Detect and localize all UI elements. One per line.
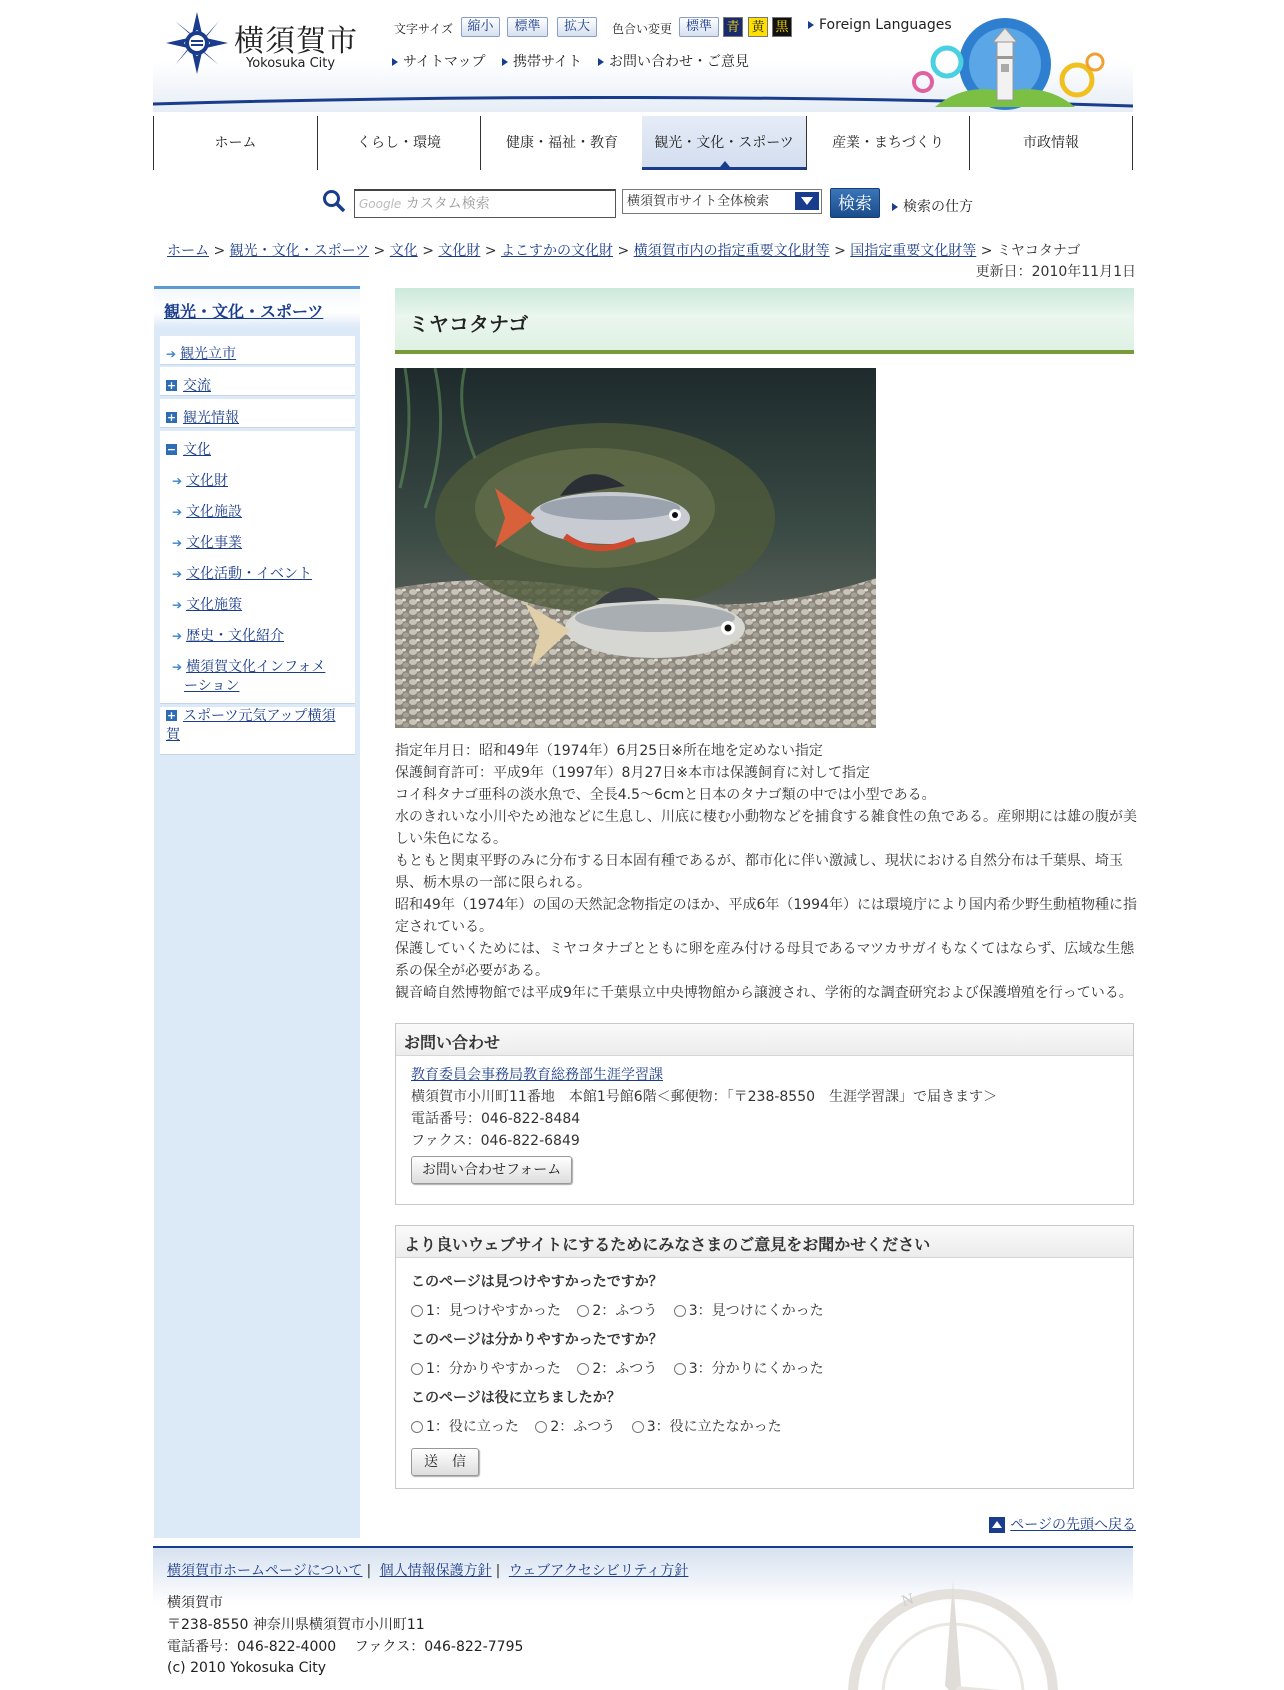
feedback-option[interactable] <box>674 1361 824 1377</box>
font-size-standard-button[interactable]: 標準 <box>507 17 548 37</box>
breadcrumb-tourism[interactable]: 観光・文化・スポーツ <box>229 243 370 259</box>
lighthouse-illustration-icon <box>905 12 1133 112</box>
feedback-question <box>411 1329 663 1349</box>
sidebar-subitem-label[interactable]: 文化施設 <box>186 504 243 520</box>
article-paragraph: 観音崎自然博物館では平成9年に千葉県立中央博物館から譲渡され、学術的な調査研究および保護増殖を行っている。 <box>395 985 1133 1001</box>
article-body <box>395 740 1137 1004</box>
font-size-label: 文字サイズ <box>394 22 454 36</box>
sidebar-title-link[interactable]: 観光・文化・スポーツ <box>164 302 324 321</box>
option-label: 3：見つけにくかった <box>688 1303 824 1319</box>
search-scope-value: 横須賀市サイト全体検索 <box>627 194 770 209</box>
sidebar-subitem-label-cont[interactable]: ーション <box>184 678 240 694</box>
breadcrumb-separator: > <box>980 243 993 259</box>
feedback-option[interactable] <box>674 1303 824 1319</box>
feedback-options <box>411 1358 824 1378</box>
search-placeholder: カスタム検索 <box>405 196 490 212</box>
footer <box>153 1546 1133 1690</box>
article-paragraph: もともと関東平野のみに分布する日本固有種であるが、都市化に伴い激減し、現状における自然分布は千葉県、埼玉県、栃木県の一部に限られる。 <box>395 853 1123 891</box>
footer-link-about[interactable]: 横須賀市ホームページについて <box>167 1563 363 1579</box>
contact-dept-link[interactable]: 教育委員会事務局教育総務部生涯学習課 <box>411 1067 663 1083</box>
arrow-right-icon: ➔ <box>172 660 183 674</box>
inquiry-label: お問い合わせ・ご意見 <box>609 54 749 70</box>
back-to-top-label: ページの先頭へ戻る <box>1010 1517 1136 1533</box>
feedback-option[interactable] <box>535 1419 615 1435</box>
radio-button[interactable] <box>632 1421 644 1433</box>
sidebar-subitem-label[interactable]: 文化財 <box>186 473 229 489</box>
arrow-right-icon: ➔ <box>172 505 183 519</box>
breadcrumb-culture[interactable]: 文化 <box>389 243 418 259</box>
sidebar-subitem-label[interactable]: 文化事業 <box>186 535 243 551</box>
arrow-up-icon <box>989 1517 1005 1533</box>
sidebar-title <box>154 286 360 328</box>
back-to-top-link[interactable] <box>989 1514 1136 1534</box>
sidebar-subitem-events[interactable] <box>172 563 367 583</box>
font-size-small-button[interactable]: 縮小 <box>461 17 500 37</box>
sidebar-subitem-label[interactable]: 横須賀文化インフォメ <box>186 659 326 675</box>
radio-button[interactable] <box>411 1305 423 1317</box>
feedback-option[interactable] <box>577 1361 657 1377</box>
option-label: 1：役に立った <box>426 1419 519 1435</box>
sidebar-subitem-label[interactable]: 文化活動・イベント <box>186 566 313 582</box>
feedback-title: より良いウェブサイトにするためにみなさまのご意見をお聞かせください <box>396 1226 1133 1258</box>
radio-button[interactable] <box>411 1363 423 1375</box>
sidebar-item-label[interactable]: 文化 <box>183 442 211 458</box>
mobile-site-label: 携帯サイト <box>513 54 583 70</box>
link-arrow-icon <box>598 58 604 66</box>
feedback-option[interactable] <box>411 1361 561 1377</box>
option-label: 2：ふつう <box>592 1303 658 1319</box>
font-size-large-button[interactable]: 拡大 <box>557 17 597 37</box>
arrow-right-icon: ➔ <box>172 629 183 643</box>
breadcrumb-separator: > <box>422 243 434 259</box>
arrow-right-icon: ➔ <box>166 347 177 361</box>
sidebar-subitem-policy[interactable] <box>172 594 367 614</box>
search-howto-link[interactable] <box>892 196 973 216</box>
footer-links: 横須賀市ホームページについて | 個人情報保護方針 | ウェブアクセシビリティ方針 <box>167 1563 689 1579</box>
feedback-option[interactable] <box>632 1419 782 1435</box>
article-paragraph: 昭和49年（1974年）の国の天然記念物指定のほか、平成6年（1994年）には環境庁により国内希少野生動植物種に指定されている。 <box>395 897 1137 935</box>
feedback-question-text: このページは分かりやすかったですか？ <box>411 1332 663 1348</box>
option-label: 2：ふつう <box>550 1419 616 1435</box>
updated-date: 更新日：2010年11月1日 <box>975 264 1136 280</box>
option-label: 1：分かりやすかった <box>426 1361 561 1377</box>
contact-tel: 電話番号：046-822-8484 <box>411 1111 581 1127</box>
breadcrumb-separator: > <box>373 243 386 259</box>
sitemap-label: サイトマップ <box>403 54 486 70</box>
sidebar-item-exchange[interactable] <box>166 375 361 395</box>
link-arrow-icon <box>392 58 398 66</box>
contact-address: 横須賀市小川町11番地 本館1号館6階＜郵便物：「〒238-8550 生涯学習課」で届きます＞ <box>411 1089 998 1105</box>
feedback-option[interactable] <box>411 1303 561 1319</box>
feedback-question <box>411 1387 621 1407</box>
link-arrow-icon <box>502 58 508 66</box>
foreign-languages-label: Foreign Languages <box>819 17 952 33</box>
sidebar-subitem-information-cont[interactable] <box>184 675 379 695</box>
search-scope-select[interactable] <box>622 189 822 214</box>
radio-button[interactable] <box>577 1305 589 1317</box>
svg-text:N: N <box>899 1591 916 1610</box>
radio-button[interactable] <box>411 1421 423 1433</box>
gnav-tourism-label: 観光・文化・スポーツ <box>654 135 794 151</box>
site-logo-title[interactable]: 横須賀市 <box>234 24 358 59</box>
expand-plus-icon[interactable]: + <box>166 378 177 392</box>
sidebar-item-sports[interactable] <box>166 707 361 745</box>
sidebar-item-label[interactable]: 交流 <box>183 378 211 394</box>
inquiry-form-button[interactable]: お問い合わせフォーム <box>411 1156 572 1184</box>
contact-body <box>396 1056 1133 1192</box>
sitemap-link[interactable] <box>392 51 485 71</box>
site-logo-subtitle: Yokosuka City <box>246 56 336 71</box>
sidebar-subitem-label[interactable]: 文化施策 <box>186 597 243 613</box>
article-paragraph: 保護していくためには、ミヤコタナゴとともに卵を産み付ける母貝であるマツカサガイもなくてはならず、広域な生態系の保全が必要がある。 <box>395 941 1135 979</box>
sidebar-subitem-projects[interactable] <box>172 532 367 552</box>
footer-contact: 電話番号：046-822-4000 ファクス：046-822-7795 <box>167 1639 524 1655</box>
chevron-down-icon <box>795 192 819 210</box>
link-arrow-icon <box>808 21 814 29</box>
collapse-minus-icon[interactable]: − <box>166 442 177 456</box>
feedback-options <box>411 1416 782 1436</box>
contact-fax: ファクス：046-822-6849 <box>411 1133 580 1149</box>
sidebar <box>154 286 360 1538</box>
city-emblem-icon[interactable] <box>166 12 228 74</box>
feedback-question-text: このページは見つけやすかったですか？ <box>411 1274 663 1290</box>
gnav-living[interactable]: くらし・環境 <box>317 116 480 170</box>
radio-button[interactable] <box>674 1305 686 1317</box>
active-tab-indicator <box>642 167 806 170</box>
sidebar-subitem-label[interactable]: 歴史・文化紹介 <box>186 628 285 644</box>
search-icon <box>322 189 346 213</box>
page-title-banner <box>395 288 1134 354</box>
google-watermark: Google <box>359 197 402 211</box>
arrow-right-icon: ➔ <box>172 536 183 550</box>
breadcrumb-separator: > <box>213 243 226 259</box>
article-paragraph: 指定年月日：昭和49年（1974年）6月25日※所在地を定めない指定 <box>395 743 823 759</box>
mobile-site-link[interactable] <box>502 51 582 71</box>
gnav-tourism[interactable] <box>642 116 806 170</box>
sidebar-item-tourism-info[interactable] <box>166 407 361 427</box>
search-button[interactable]: 検索 <box>830 188 880 218</box>
footer-link-accessibility[interactable]: ウェブアクセシビリティ方針 <box>508 1563 689 1579</box>
active-tab-arrow-icon <box>720 161 730 167</box>
breadcrumb-home[interactable]: ホーム <box>167 243 209 259</box>
page-title: ミヤコタナゴ <box>409 312 529 336</box>
expand-plus-icon[interactable]: + <box>166 410 177 424</box>
footer-copyright: (c) 2010 Yokosuka City <box>167 1660 327 1676</box>
breadcrumb <box>167 240 1080 260</box>
radio-button[interactable] <box>674 1363 686 1375</box>
radio-button[interactable] <box>577 1363 589 1375</box>
article-paragraph: 水のきれいな小川やため池などに生息し、川底に棲む小動物などを捕食する雑食性の魚である。産卵期には雄の腹が美しい朱色になる。 <box>395 809 1137 847</box>
radio-button[interactable] <box>535 1421 547 1433</box>
sidebar-item-culture[interactable] <box>166 439 361 459</box>
feedback-panel <box>395 1225 1134 1489</box>
breadcrumb-separator: > <box>617 243 630 259</box>
sidebar-subitem-facilities[interactable] <box>172 501 367 521</box>
link-arrow-icon <box>892 203 898 211</box>
contact-title: お問い合わせ <box>396 1024 1133 1056</box>
breadcrumb-yokosuka-assets[interactable]: よこすかの文化財 <box>501 243 614 259</box>
breadcrumb-separator: > <box>834 243 846 259</box>
sidebar-subitem-cultural-assets[interactable] <box>172 470 367 490</box>
breadcrumb-current: ミヤコタナゴ <box>996 243 1081 259</box>
arrow-right-icon: ➔ <box>172 567 183 581</box>
arrow-right-icon: ➔ <box>172 598 183 612</box>
option-label: 2：ふつう <box>592 1361 658 1377</box>
article-paragraph: 保護飼育許可：平成9年（1997年）8月27日※本市は保護飼育に対して指定 <box>395 765 870 781</box>
option-label: 3：役に立たなかった <box>646 1419 782 1435</box>
sidebar-subitem-history[interactable] <box>172 625 367 645</box>
color-yellow-button[interactable]: 黄 <box>748 17 768 37</box>
option-label: 3：分かりにくかった <box>688 1361 824 1377</box>
sidebar-item-tourism-city[interactable] <box>166 343 361 363</box>
arrow-right-icon: ➔ <box>172 474 183 488</box>
sidebar-subitem-information[interactable] <box>172 656 367 676</box>
color-black-button[interactable]: 黒 <box>772 17 792 37</box>
breadcrumb-designated-assets[interactable]: 横須賀市内の指定重要文化財等 <box>633 243 830 259</box>
breadcrumb-national-assets[interactable]: 国指定重要文化財等 <box>850 243 977 259</box>
gnav-industry[interactable]: 産業・まちづくり <box>806 116 969 170</box>
gnav-home[interactable]: ホーム <box>153 116 317 170</box>
color-blue-button[interactable]: 青 <box>723 17 743 37</box>
search-input[interactable] <box>354 189 616 218</box>
search-howto-label: 検索の仕方 <box>903 199 973 215</box>
breadcrumb-separator: > <box>484 243 497 259</box>
option-label: 1：見つけやすかった <box>426 1303 561 1319</box>
footer-address: 〒238-8550 神奈川県横須賀市小川町11 <box>167 1617 425 1633</box>
gnav-health[interactable]: 健康・福祉・教育 <box>480 116 643 170</box>
footer-org: 横須賀市 <box>167 1595 223 1611</box>
color-change-label: 色合い変更 <box>612 22 673 36</box>
feedback-question-text: このページは役に立ちましたか？ <box>411 1390 621 1406</box>
gnav-city-info[interactable]: 市政情報 <box>969 116 1133 170</box>
sidebar-item-label[interactable]: スポーツ元気アップ横須 <box>183 708 336 724</box>
submit-button[interactable]: 送 信 <box>411 1448 479 1476</box>
inquiry-link[interactable] <box>598 51 749 71</box>
expand-plus-icon[interactable]: + <box>166 708 177 722</box>
compass-rose-icon <box>843 1576 1073 1690</box>
feedback-option[interactable] <box>411 1419 519 1435</box>
feedback-question <box>411 1271 663 1291</box>
fish-photo <box>395 368 876 728</box>
sidebar-item-label-cont[interactable]: 賀 <box>166 727 180 743</box>
breadcrumb-cultural-assets[interactable]: 文化財 <box>438 243 481 259</box>
feedback-options <box>411 1300 824 1320</box>
global-nav <box>153 116 1133 170</box>
sidebar-item-label[interactable]: 観光情報 <box>183 410 239 426</box>
sidebar-item-label[interactable]: 観光立市 <box>180 346 237 362</box>
color-standard-button[interactable]: 標準 <box>679 17 719 37</box>
article-paragraph: コイ科タナゴ亜科の淡水魚で、全長4.5～6cmと日本のタナゴ類の中では小型である。 <box>395 787 936 803</box>
contact-panel <box>395 1023 1134 1205</box>
feedback-option[interactable] <box>577 1303 657 1319</box>
footer-link-privacy[interactable]: 個人情報保護方針 <box>379 1563 492 1579</box>
